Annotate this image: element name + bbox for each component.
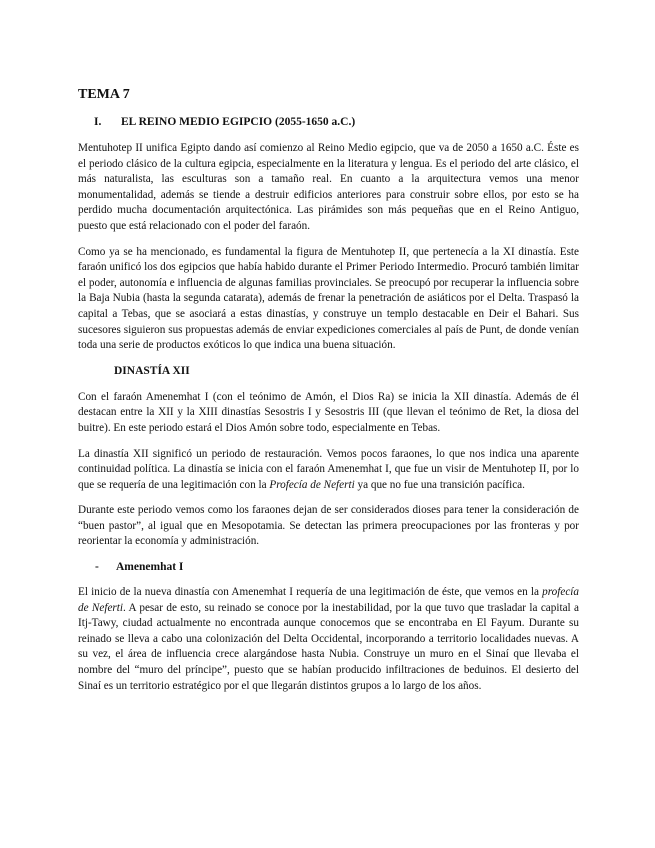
- paragraph-6: [78, 585, 579, 694]
- paragraph-4-emphasis: Profecía de Neferti: [269, 478, 355, 491]
- section-heading: [78, 115, 579, 130]
- paragraph-4: [78, 447, 579, 494]
- section-title: EL REINO MEDIO EGIPCIO (2055-1650 a.C.): [121, 116, 356, 128]
- document-page: [78, 86, 579, 704]
- paragraph-4-text-b: ya que no fue una transición pacífica.: [354, 478, 525, 491]
- bullet-heading: [78, 560, 579, 575]
- paragraph-6-text-a: El inicio de la nueva dinastía con Amenemhat I requería de una legitimación de éste, que vemos en la: [78, 586, 543, 599]
- bullet-dash: -: [95, 561, 99, 574]
- paragraph-1: Mentuhotep II unifica Egipto dando así comienzo al Reino Medio egipcio, que va de 2050 a 1650 a.C. Éste es el periodo clásico de la cultura egipcia, especialmente en la literatura y lengua. Es el periodo del arte clásico, el más naturalista, las esculturas son a tamaño real. En cuanto a la arquitectura vemos una menor monumentalidad, además se tiende a destruir edificios anteriores para construir sobre ellos, por esto se ha perdido mucha documentación arquitectónica. Las pirámides son más pequeñas que en el Reino Antiguo, puesto que está relacionado con el poder del faraón.: [78, 142, 579, 232]
- paragraph-5: Durante este periodo vemos como los faraones dejan de ser considerados dioses para tener la consideración de “buen pastor”, al igual que en Mesopotamia. Se detectan las primera preocupaciones por las fronteras y por reorientar la economía y administración.: [78, 504, 579, 548]
- section-number: I.: [94, 116, 102, 128]
- paragraph-4-text-a: La dinastía XII significó un periodo de restauración. Vemos pocos faraones, lo que nos indica una aparente continuidad política. La dinastía se inicia con el faraón Amenemhat I, que fue un visir de Mentuhotep II, por lo que se requería de una legitimación con la: [78, 447, 579, 491]
- paragraph-6-emphasis: profecía de Neferti: [78, 586, 579, 614]
- paragraph-6-text-b: . A pesar de esto, su reinado se conoce por la inestabilidad, por la que tuvo que trasladar la capital a Itj-Tawy, ciudad actualmente no encontrada aunque conocemos que se encontraba en El Fayum. Durante su reinado se lleva a cabo una colonización del Delta Occidental, incorporando a territorio localidades nuevas. A su vez, el área de influencia crece alargándose hasta Nubia. Construye un muro en el Sinaí que llevaba el nombre del “muro del príncipe”, puesto que se habían producido infiltraciones de beduinos. El desierto del Sinaí es un territorio estratégico por el que llegarán distintos grupos a lo largo de los años.: [78, 601, 579, 692]
- page-title: TEMA 7: [78, 87, 130, 102]
- dynasty-heading: DINASTÍA XII: [114, 364, 190, 377]
- paragraph-3: Con el faraón Amenemhat I (con el teónimo de Amón, el Dios Ra) se inicia la XII dinastía. Además de él destacan entre la XII y la XIII dinastías Sesostris I y Sesostris III (que llevan el teónimo de Ret, la diosa del buitre). En este periodo estará el Dios Amón sobre todo, especialmente en Tebas.: [78, 390, 579, 434]
- paragraph-2: Como ya se ha mencionado, es fundamental la figura de Mentuhotep II, que pertenecía a la XI dinastía. Este faraón unificó los dos egipcios que había habido durante el Primer Periodo Intermedio. Procuró también limitar el poder, autonomía e influencia de algunas familias provinciales. Se preocupó por recuperar la influencia sobre la Baja Nubia (hasta la segunda catarata), además de frenar la penetración de asiáticos por el Delta. Traspasó la capital a Tebas, que se asociará a estas dinastías, y construye un templo destacable en Deir el Bahari. Sus sucesores siguieron sus propuestas además de enviar expediciones comerciales al país de Punt, de donde venían toda una serie de productos exóticos lo que indica una buena situación.: [78, 245, 579, 352]
- bullet-title: Amenemhat I: [116, 561, 184, 574]
